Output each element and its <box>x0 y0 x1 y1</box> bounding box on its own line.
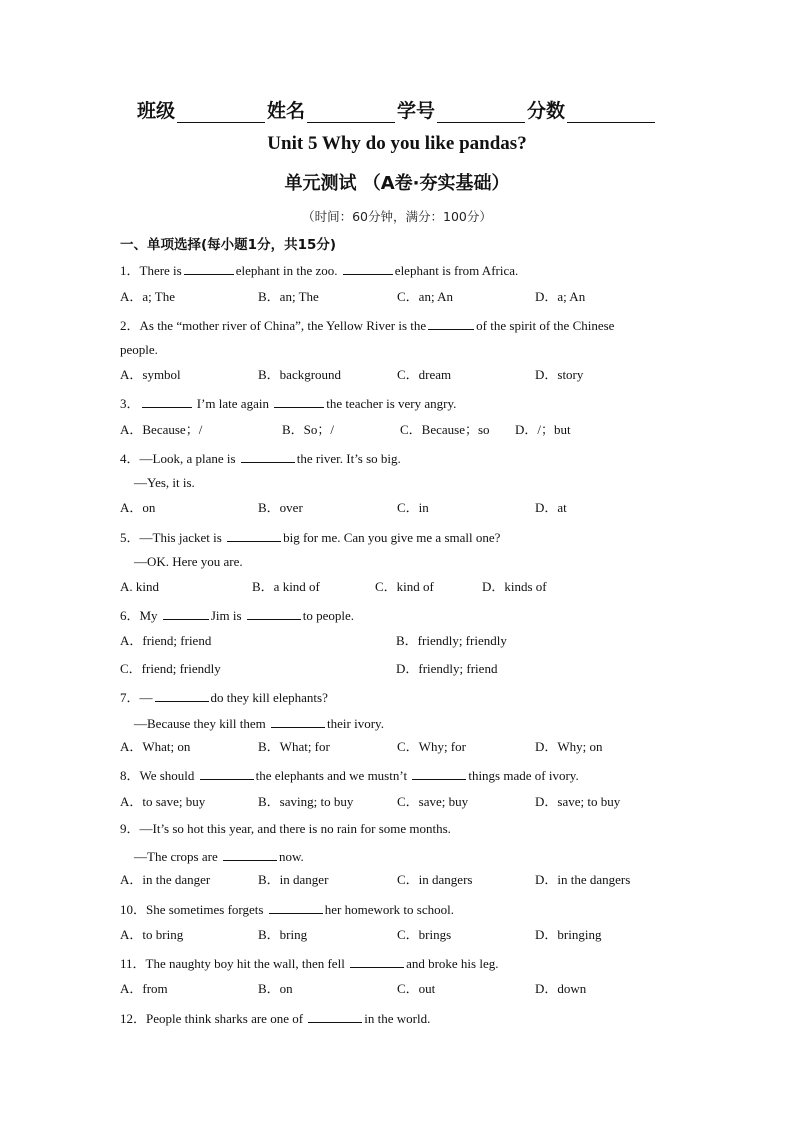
question-2-continuation: people. <box>120 342 158 357</box>
answer-blank[interactable] <box>274 393 324 408</box>
option-c[interactable]: C．an; An <box>397 289 453 304</box>
class-label: 班级 <box>136 100 175 122</box>
option-a[interactable]: A．to save; buy <box>120 794 206 809</box>
option-c[interactable]: C．friend; friendly <box>120 661 221 676</box>
option-b[interactable]: B．a kind of <box>252 579 320 594</box>
option-c[interactable]: C．dream <box>397 367 452 382</box>
option-b[interactable]: B．friendly; friendly <box>396 633 507 648</box>
question-5: 5．—This jacket is big for me. Can you give me a small one? <box>120 527 680 547</box>
option-d[interactable]: D．kinds of <box>482 579 547 594</box>
answer-blank[interactable] <box>343 260 393 275</box>
answer-blank[interactable] <box>142 393 192 408</box>
option-d[interactable]: D．friendly; friend <box>396 661 498 676</box>
section-title: 一、单项选择(每小题1分，共15分) <box>120 237 337 253</box>
option-b[interactable]: B．background <box>258 367 342 382</box>
option-b[interactable]: B．saving; to buy <box>258 794 354 809</box>
option-a[interactable]: A．to bring <box>120 927 184 942</box>
name-blank[interactable] <box>307 102 395 123</box>
answer-blank[interactable] <box>223 846 277 861</box>
option-d[interactable]: D．down <box>535 981 587 996</box>
score-blank[interactable] <box>567 102 655 123</box>
question-4: 4．—Look, a plane is the river. It’s so big. <box>120 448 680 468</box>
time-info: （时间：60分钟，满分：100分） <box>302 209 492 224</box>
answer-blank[interactable] <box>227 527 281 542</box>
option-c[interactable]: C．out <box>397 981 436 996</box>
option-a[interactable]: A．symbol <box>120 367 181 382</box>
question-11: 11．The naughty boy hit the wall, then fell and broke his leg. <box>120 953 680 973</box>
page-subtitle: 单元测试 （A卷·夯实基础） <box>284 173 510 194</box>
option-d[interactable]: D．save; to buy <box>535 794 621 809</box>
question-2: 2．As the “mother river of China”, the Yellow River is the of the spirit of the Chinese <box>120 315 680 335</box>
option-d[interactable]: D．at <box>535 500 567 515</box>
option-c[interactable]: C．kind of <box>375 579 434 594</box>
option-d[interactable]: D．/；but <box>515 422 571 437</box>
answer-blank[interactable] <box>184 260 234 275</box>
option-b[interactable]: B．What; for <box>258 739 330 754</box>
option-a[interactable]: A．a; The <box>120 289 175 304</box>
answer-blank[interactable] <box>412 765 466 780</box>
option-a[interactable]: A．What; on <box>120 739 191 754</box>
question-7-reply: —Because they kill them their ivory. <box>134 713 694 733</box>
answer-blank[interactable] <box>308 1008 362 1023</box>
option-a[interactable]: A．Because；/ <box>120 422 203 437</box>
question-4-reply: —Yes, it is. <box>134 475 195 490</box>
option-c[interactable]: C．Because；so <box>400 422 490 437</box>
student-number-blank[interactable] <box>437 102 525 123</box>
answer-blank[interactable] <box>241 448 295 463</box>
option-c[interactable]: C．brings <box>397 927 452 942</box>
question-5-reply: —OK. Here you are. <box>134 554 243 569</box>
option-a[interactable]: A．friend; friend <box>120 633 212 648</box>
option-b[interactable]: B．an; The <box>258 289 319 304</box>
student-number-label: 学号 <box>397 100 436 122</box>
option-c[interactable]: C．save; buy <box>397 794 469 809</box>
option-d[interactable]: D．a; An <box>535 289 586 304</box>
answer-blank[interactable] <box>428 315 474 330</box>
name-label: 姓名 <box>266 100 305 122</box>
option-a[interactable]: A．from <box>120 981 168 996</box>
question-10: 10．She sometimes forgets her homework to school. <box>120 899 680 919</box>
option-d[interactable]: D．in the dangers <box>535 872 631 887</box>
answer-blank[interactable] <box>155 687 209 702</box>
question-7: 7．— do they kill elephants? <box>120 687 680 707</box>
option-b[interactable]: B．bring <box>258 927 308 942</box>
option-c[interactable]: C．in <box>397 500 429 515</box>
answer-blank[interactable] <box>271 713 325 728</box>
question-6: 6．My Jim is to people. <box>120 605 680 625</box>
option-a[interactable]: A．in the danger <box>120 872 211 887</box>
question-1: 1．There is elephant in the zoo. elephant is from Africa. <box>120 260 680 280</box>
student-info-header <box>0 96 794 123</box>
option-d[interactable]: D．story <box>535 367 584 382</box>
question-12: 12．People think sharks are one of in the world. <box>120 1008 680 1028</box>
question-9: 9．—It’s so hot this year, and there is no rain for some months. <box>120 821 451 836</box>
option-a[interactable]: A．on <box>120 500 156 515</box>
answer-blank[interactable] <box>200 765 254 780</box>
answer-blank[interactable] <box>350 953 404 968</box>
answer-blank[interactable] <box>269 899 323 914</box>
question-3: 3． I’m late again the teacher is very angry. <box>120 393 680 413</box>
class-blank[interactable] <box>177 102 265 123</box>
answer-blank[interactable] <box>247 605 301 620</box>
option-b[interactable]: B．over <box>258 500 303 515</box>
option-b[interactable]: B．So；/ <box>282 422 335 437</box>
question-8: 8．We should the elephants and we mustn’t things made of ivory. <box>120 765 680 785</box>
page-title: Unit 5 Why do you like pandas? <box>267 133 527 154</box>
option-c[interactable]: C．Why; for <box>397 739 466 754</box>
option-d[interactable]: D．bringing <box>535 927 602 942</box>
option-d[interactable]: D．Why; on <box>535 739 603 754</box>
option-b[interactable]: B．in danger <box>258 872 329 887</box>
option-b[interactable]: B．on <box>258 981 293 996</box>
option-c[interactable]: C．in dangers <box>397 872 473 887</box>
question-9-reply: —The crops are now. <box>134 846 694 866</box>
score-label: 分数 <box>527 100 566 122</box>
answer-blank[interactable] <box>163 605 209 620</box>
option-a[interactable]: A. kind <box>120 579 159 594</box>
